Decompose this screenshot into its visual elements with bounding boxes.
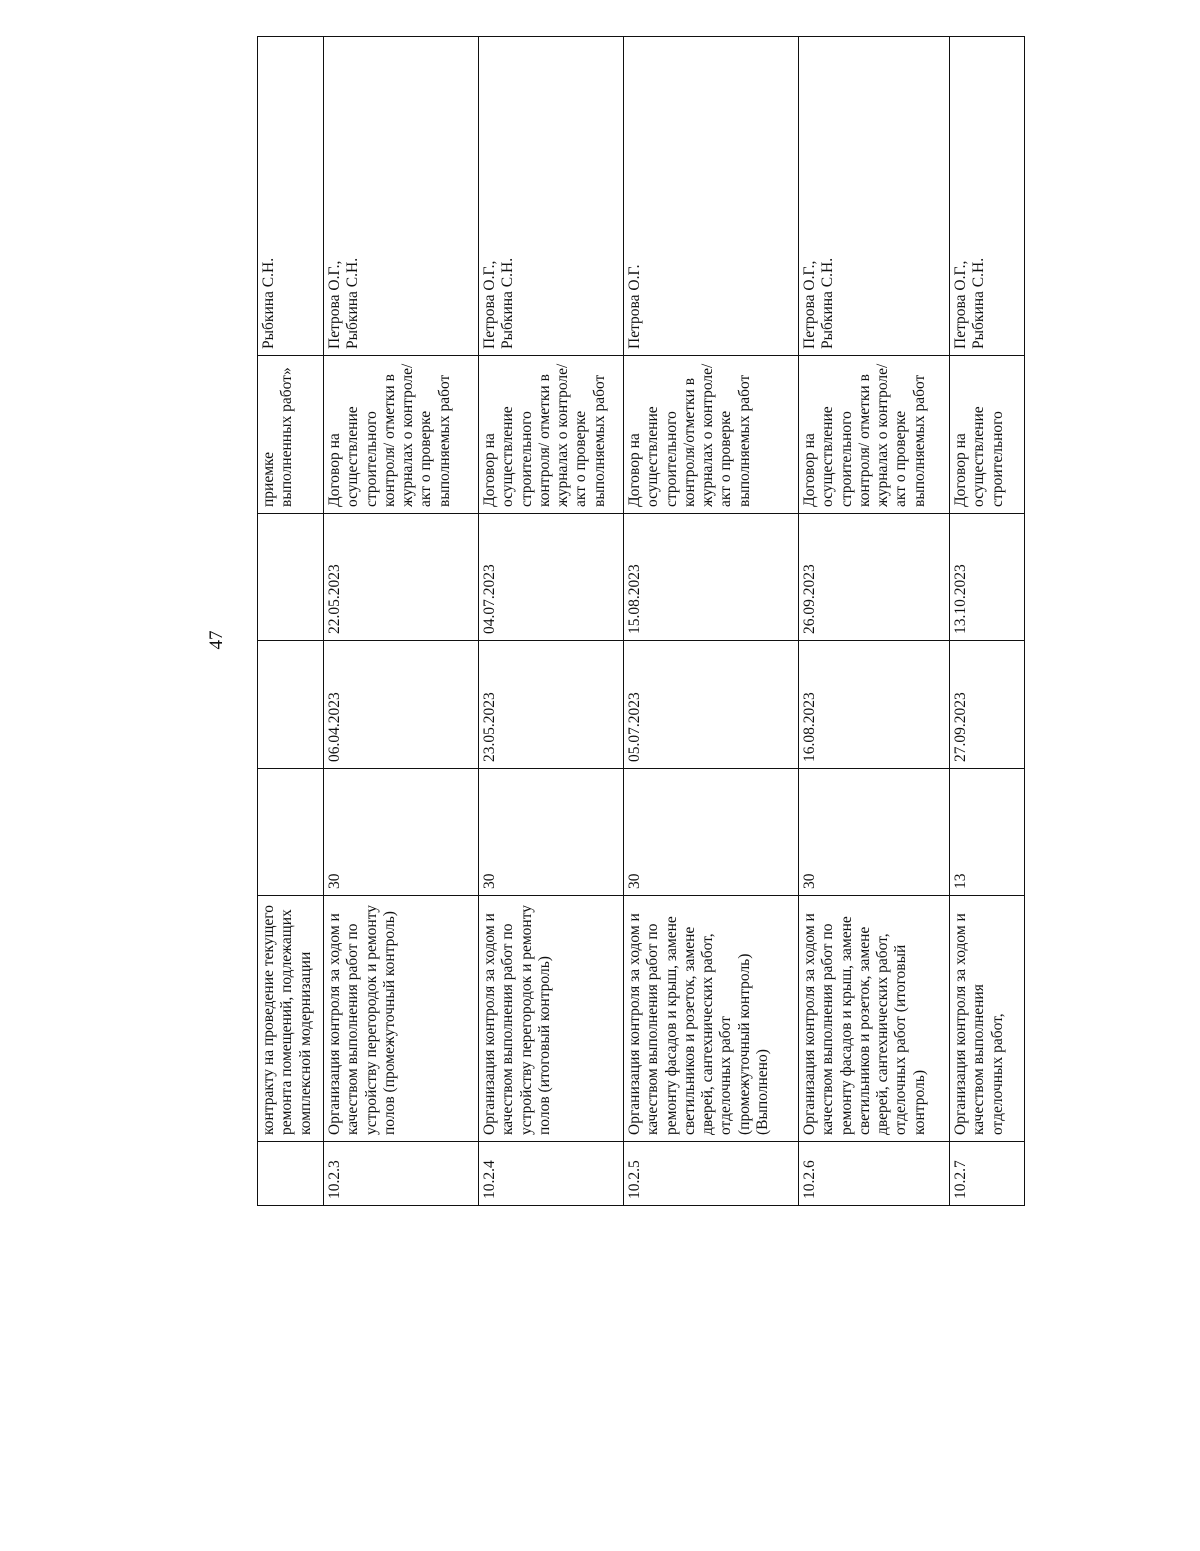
cell-num: 10.2.3	[324, 1142, 479, 1206]
table-row	[799, 37, 950, 1206]
cell-work: Организация контроля за ходом и качеством выполнения работ по устройству перегородок и ремонту полов (промежуточный контроль)	[324, 896, 479, 1142]
cell-start-date: 06.04.2023	[324, 641, 479, 769]
cell-num: 10.2.5	[624, 1142, 799, 1206]
cell-start-date: 05.07.2023	[624, 641, 799, 769]
table-row-continuation	[258, 37, 324, 1206]
cell-responsible: Рыбкина С.Н.	[258, 37, 324, 356]
cell-end-date: 13.10.2023	[950, 514, 1025, 641]
cell-document: Договор на осуществление строительного	[950, 356, 1025, 514]
cell-start-date: 23.05.2023	[479, 641, 624, 769]
schedule-table-wrapper	[257, 37, 1006, 1206]
cell-work: контракту на проведение текущего ремонта помещений, подлежащих комплексной модернизации	[258, 896, 324, 1142]
cell-end-date: 15.08.2023	[624, 514, 799, 641]
cell-days: 30	[479, 769, 624, 896]
cell-days: 30	[324, 769, 479, 896]
cell-responsible: Петрова О.Г., Рыбкина С.Н.	[799, 37, 950, 356]
cell-responsible: Петрова О.Г., Рыбкина С.Н.	[324, 37, 479, 356]
cell-work: Организация контроля за ходом и качеством выполнения отделочных работ,	[950, 896, 1025, 1142]
cell-end-date: 26.09.2023	[799, 514, 950, 641]
cell-num: 10.2.7	[950, 1142, 1025, 1206]
cell-days: 13	[950, 769, 1025, 896]
cell-end-date: 04.07.2023	[479, 514, 624, 641]
cell-document: Договор на осуществление строительного контроля/отметки в журналах о контроле/ акт о проверке выполняемых работ	[624, 356, 799, 514]
table-row	[324, 37, 479, 1206]
table-row	[479, 37, 624, 1206]
cell-work: Организация контроля за ходом и качеством выполнения работ по ремонту фасадов и крыш, замене светильников и розеток, замене дверей, сантехнических работ, отделочных работ (промежуточный контроль) (Выполнено)	[624, 896, 799, 1142]
cell-start-date: 16.08.2023	[799, 641, 950, 769]
cell-days: 30	[799, 769, 950, 896]
cell-num: 10.2.6	[799, 1142, 950, 1206]
page-number: 47	[206, 630, 227, 650]
cell-document: Договор на осуществление строительного контроля/ отметки в журналах о контроле/ акт о проверке выполняемых работ	[479, 356, 624, 514]
cell-days	[258, 769, 324, 896]
cell-start-date	[258, 641, 324, 769]
cell-end-date: 22.05.2023	[324, 514, 479, 641]
cell-start-date: 27.09.2023	[950, 641, 1025, 769]
table-row	[624, 37, 799, 1206]
cell-num: 10.2.4	[479, 1142, 624, 1206]
cell-responsible: Петрова О.Г., Рыбкина С.Н.	[950, 37, 1025, 356]
cell-work: Организация контроля за ходом и качеством выполнения работ по устройству перегородок и ремонту полов (итоговый контроль)	[479, 896, 624, 1142]
cell-end-date	[258, 514, 324, 641]
schedule-table	[257, 36, 1025, 1206]
cell-days: 30	[624, 769, 799, 896]
cell-responsible: Петрова О.Г., Рыбкина С.Н.	[479, 37, 624, 356]
cell-document: Договор на осуществление строительного контроля/ отметки в журналах о контроле/ акт о проверке выполняемых работ	[799, 356, 950, 514]
cell-work: Организация контроля за ходом и качеством выполнения работ по ремонту фасадов и крыш, замене светильников и розеток, замене дверей, сантехнических работ, отделочных работ (итоговый контроль)	[799, 896, 950, 1142]
table-row	[950, 37, 1025, 1206]
cell-responsible: Петрова О.Г.	[624, 37, 799, 356]
cell-document: Договор на осуществление строительного контроля/ отметки в журналах о контроле/ акт о проверке выполняемых работ	[324, 356, 479, 514]
cell-num	[258, 1142, 324, 1206]
cell-document: приемке выполненных работ»	[258, 356, 324, 514]
